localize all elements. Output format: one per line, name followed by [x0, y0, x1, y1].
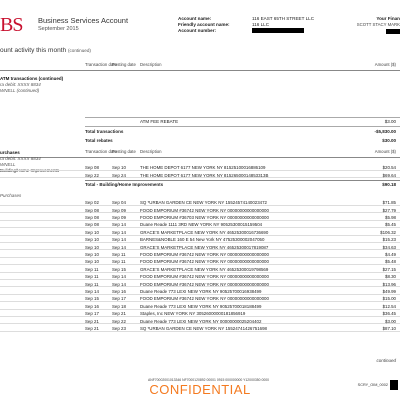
posting-date-cell: Sep 17 — [112, 296, 126, 302]
transaction-date-cell: Sep 11 — [85, 274, 99, 280]
total-rebates-value: $30.00 — [382, 138, 396, 143]
table-row — [0, 303, 400, 310]
divider — [85, 126, 400, 127]
table-row — [0, 206, 400, 213]
table-row — [0, 243, 400, 250]
posting-date-cell: Sep 16 — [112, 288, 126, 294]
table-row — [0, 171, 400, 178]
building-subtotal-value: $90.18 — [382, 182, 396, 187]
description-cell: Duane Reade 1111 3RD NEW YORK NY 90525300015159504 — [140, 222, 263, 228]
table-row — [0, 199, 400, 206]
table-row — [0, 258, 400, 265]
section-title-text: ount activity this month — [0, 47, 67, 54]
atm-heading: ATM transactions (continued) — [0, 76, 64, 81]
financial-box-title: Your Finan — [376, 16, 400, 21]
table-row — [0, 164, 400, 171]
col-description: Description — [140, 62, 162, 68]
amount-cell: $87.10 — [382, 325, 396, 331]
transaction-date-cell: Sep 10 — [85, 259, 99, 265]
col-posting-date: Posting date — [112, 62, 136, 68]
financial-box-redaction — [386, 29, 400, 34]
col-posting-date: Posting date — [112, 149, 136, 155]
transaction-date-cell: Sep 08 — [85, 214, 99, 220]
amount-cell: $13.96 — [382, 281, 396, 287]
transaction-date-cell: Sep 08 — [85, 207, 99, 213]
posting-date-cell: Sep 14 — [112, 229, 126, 235]
amount-cell: $3.00 — [385, 318, 396, 324]
description-cell: FOOD EMPORIUM #36742 NEW YORK NY 00000000000000000 — [140, 296, 269, 302]
total-transactions-value: -$5,830.00 — [374, 129, 396, 134]
amount-cell: $49.99 — [382, 288, 396, 294]
transaction-date-cell: Sep 15 — [85, 296, 99, 302]
atm-rebate-row — [0, 118, 400, 125]
amount-cell: $69.64 — [382, 172, 396, 178]
transaction-date-cell: Sep 21 — [85, 318, 99, 324]
transaction-date-cell: Sep 22 — [85, 172, 99, 178]
table-row — [0, 229, 400, 236]
atm-card-line: ra debit: XXXX 8834 — [0, 82, 41, 87]
description-cell: FOOD EMPORIUM #36742 NEW YORK NY 00000000000000000 — [140, 281, 269, 287]
purchases-holder-line: WNELL — [0, 162, 16, 167]
table-row — [0, 214, 400, 221]
total-rebates-label: Total rebates — [85, 138, 113, 143]
col-amount: Amount ($) — [374, 149, 396, 155]
bank-logo: BS — [0, 14, 23, 36]
table-header-purchases — [0, 145, 400, 158]
description-cell: Duane Reade 773 LEXI NEW YORK NY 90525700018188499 — [140, 303, 262, 309]
amount-cell: $27.15 — [382, 266, 396, 272]
transaction-date-cell: Sep 02 — [85, 200, 99, 206]
transaction-date-cell: Sep 21 — [85, 325, 99, 331]
amount-cell: $5.48 — [385, 259, 396, 265]
amount-cell: $36.45 — [382, 311, 396, 317]
description-cell: GRACE'S MARKETPLACE NEW YORK NY 46525300017819087 — [140, 244, 269, 250]
continued-label: continued — [376, 358, 396, 363]
total-transactions-label: Total transactions — [85, 129, 124, 134]
posting-date-cell: Sep 18 — [112, 303, 126, 309]
col-transaction-date: Transaction date — [85, 62, 117, 68]
posting-date-cell: Sep 14 — [112, 222, 126, 228]
description-cell: FOOD EMPORIUM #36703 NEW YORK NY 00000000000000000 — [140, 214, 269, 220]
posting-date-cell: Sep 10 — [112, 165, 126, 171]
posting-date-cell: Sep 14 — [112, 274, 126, 280]
transaction-date-cell: Sep 10 — [85, 251, 99, 257]
description-cell: SQ *URBAN GARDEN CE NEW YORK NY 15524741426751698 — [140, 325, 267, 331]
table-header-atm — [0, 58, 400, 71]
friendly-name-value: 116 LLC — [252, 22, 270, 27]
purchases-card-line: ra debit: XXXX 8834 — [0, 156, 41, 161]
posting-date-cell: Sep 14 — [112, 237, 126, 243]
col-description: Description — [140, 149, 162, 155]
transaction-date-cell: Sep 17 — [85, 311, 99, 317]
col-transaction-date: Transaction date — [85, 149, 117, 155]
posting-date-cell: Sep 21 — [112, 311, 126, 317]
posting-date-cell: Sep 09 — [112, 214, 126, 220]
amount-cell: $5.45 — [385, 222, 396, 228]
total-transactions-row — [85, 128, 400, 135]
description-cell: FOOD EMPORIUM #36742 NEW YORK NY 00000000000000000 — [140, 259, 269, 265]
description-cell: FOOD EMPORIUM #36742 NEW YORK NY 00000000000000000 — [140, 251, 269, 257]
table-row — [0, 251, 400, 258]
table-row — [0, 295, 400, 302]
table-row — [0, 325, 400, 332]
account-name-label: Account name: — [178, 16, 212, 21]
posting-date-cell: Sep 15 — [112, 266, 126, 272]
transaction-date-cell: Sep 10 — [85, 237, 99, 243]
section-title — [0, 47, 91, 54]
col-amount: Amount ($) — [374, 62, 396, 68]
purchases-sub-category: Purchases — [0, 193, 22, 198]
posting-date-cell: Sep 09 — [112, 207, 126, 213]
description-cell: THE HOME DEPOT 6177 NEW YORK NY 81525100016886109 — [140, 165, 266, 171]
description-cell: GRACE'S MARKETPLACE NEW YORK NY 46525300019798569 — [140, 266, 269, 272]
description-cell: GRACE'S MARKETPLACE NEW YORK NY 46525300016736690 — [140, 229, 269, 235]
building-subtotal-label: Total - Building/Home Improvements — [85, 182, 164, 187]
building-subtotal-row — [85, 180, 400, 187]
posting-date-cell: Sep 11 — [112, 251, 126, 257]
transaction-date-cell: Sep 14 — [85, 288, 99, 294]
description-cell: THE HOME DEPOT 6177 NEW YORK NY 81526500014853313B — [140, 172, 269, 178]
transaction-date-cell: Sep 08 — [85, 165, 99, 171]
account-info — [178, 16, 314, 34]
amount-cell: $71.85 — [382, 200, 396, 206]
description-cell: Duane Reade 773 LEXI NEW YORK NY 90525700016938499 — [140, 288, 262, 294]
purchases-heading: urchases — [0, 150, 20, 155]
posting-date-cell: Sep 14 — [112, 244, 126, 250]
account-number-redaction — [252, 28, 304, 33]
description-cell: BARNES&NOBLE 160 E 54 New York NY 47525300002047050 — [140, 237, 265, 243]
transaction-date-cell: Sep 08 — [85, 222, 99, 228]
amount-cell: $5.98 — [385, 214, 396, 220]
description-cell: FOOD EMPORIUM #36742 NEW YORK NY 00000000000000000 — [140, 274, 269, 280]
posting-date-cell: Sep 11 — [112, 259, 126, 265]
description-cell: Duane Reade 773 LEXI NEW YORK NY 00000000025204402 — [140, 318, 262, 324]
transaction-date-cell: Sep 11 — [85, 266, 99, 272]
atm-rebate-amount: $3.00 — [384, 119, 396, 124]
amount-cell: $27.79 — [382, 207, 396, 213]
purchases-category-line: Building/Home Improvements — [0, 168, 60, 173]
financial-box-name: SCOTT STACY MARK — [356, 22, 400, 27]
statement-title: Business Services Account — [38, 16, 129, 25]
account-number-label: Account number: — [178, 28, 217, 33]
amount-cell: $106.32 — [380, 229, 396, 235]
transaction-date-cell: Sep 16 — [85, 303, 99, 309]
table-row — [0, 317, 400, 324]
posting-date-cell: Sep 24 — [112, 172, 126, 178]
table-row — [0, 288, 400, 295]
footer-code-line: ANF70002001013346 NF7000120892 00001 0915 000000000 Y12000350 0000 — [148, 378, 269, 382]
table-row — [0, 221, 400, 228]
amount-cell: $34.63 — [382, 244, 396, 250]
description-cell: SQ *URBAN GARDEN CE NEW YORK NY 15524574140023472 — [140, 200, 267, 206]
posting-date-cell: Sep 04 — [112, 200, 126, 206]
friendly-name-label: Friendly account name: — [178, 22, 230, 27]
amount-cell: $8.30 — [385, 274, 396, 280]
statement-period: September 2015 — [38, 26, 79, 32]
posting-date-cell: Sep 22 — [112, 318, 126, 324]
confidential-watermark: CONFIDENTIAL — [149, 382, 251, 397]
amount-cell: $15.00 — [382, 296, 396, 302]
amount-cell: $20.54 — [382, 165, 396, 171]
transaction-date-cell: Sep 10 — [85, 244, 99, 250]
amount-cell: $12.54 — [382, 303, 396, 309]
table-row — [0, 236, 400, 243]
transaction-date-cell: Sep 10 — [85, 229, 99, 235]
table-row — [0, 310, 400, 317]
atm-holder-line: WNELL (continued) — [0, 88, 40, 93]
table-row — [0, 266, 400, 273]
amount-cell: $4.49 — [385, 251, 396, 257]
posting-date-cell: Sep 23 — [112, 325, 126, 331]
description-cell: Staples, Inc NEW YORK NY 30526000000181856919 — [140, 311, 246, 317]
transaction-date-cell: Sep 11 — [85, 281, 99, 287]
posting-date-cell: Sep 14 — [112, 281, 126, 287]
account-name-value: 116 EAST 65TH STREET LLC — [252, 16, 315, 21]
description-cell: FOOD EMPORIUM #36742 NEW YORK NY 00000000000000000 — [140, 207, 269, 213]
amount-cell: $15.23 — [382, 237, 396, 243]
total-rebates-row — [85, 137, 400, 144]
atm-rebate-description: ATM FEE REBATE — [140, 119, 179, 124]
footer-doc-id: SCRY_OIM_0002 — [357, 383, 388, 387]
table-row — [0, 280, 400, 287]
section-continued: (continued) — [67, 48, 91, 53]
table-row — [0, 273, 400, 280]
